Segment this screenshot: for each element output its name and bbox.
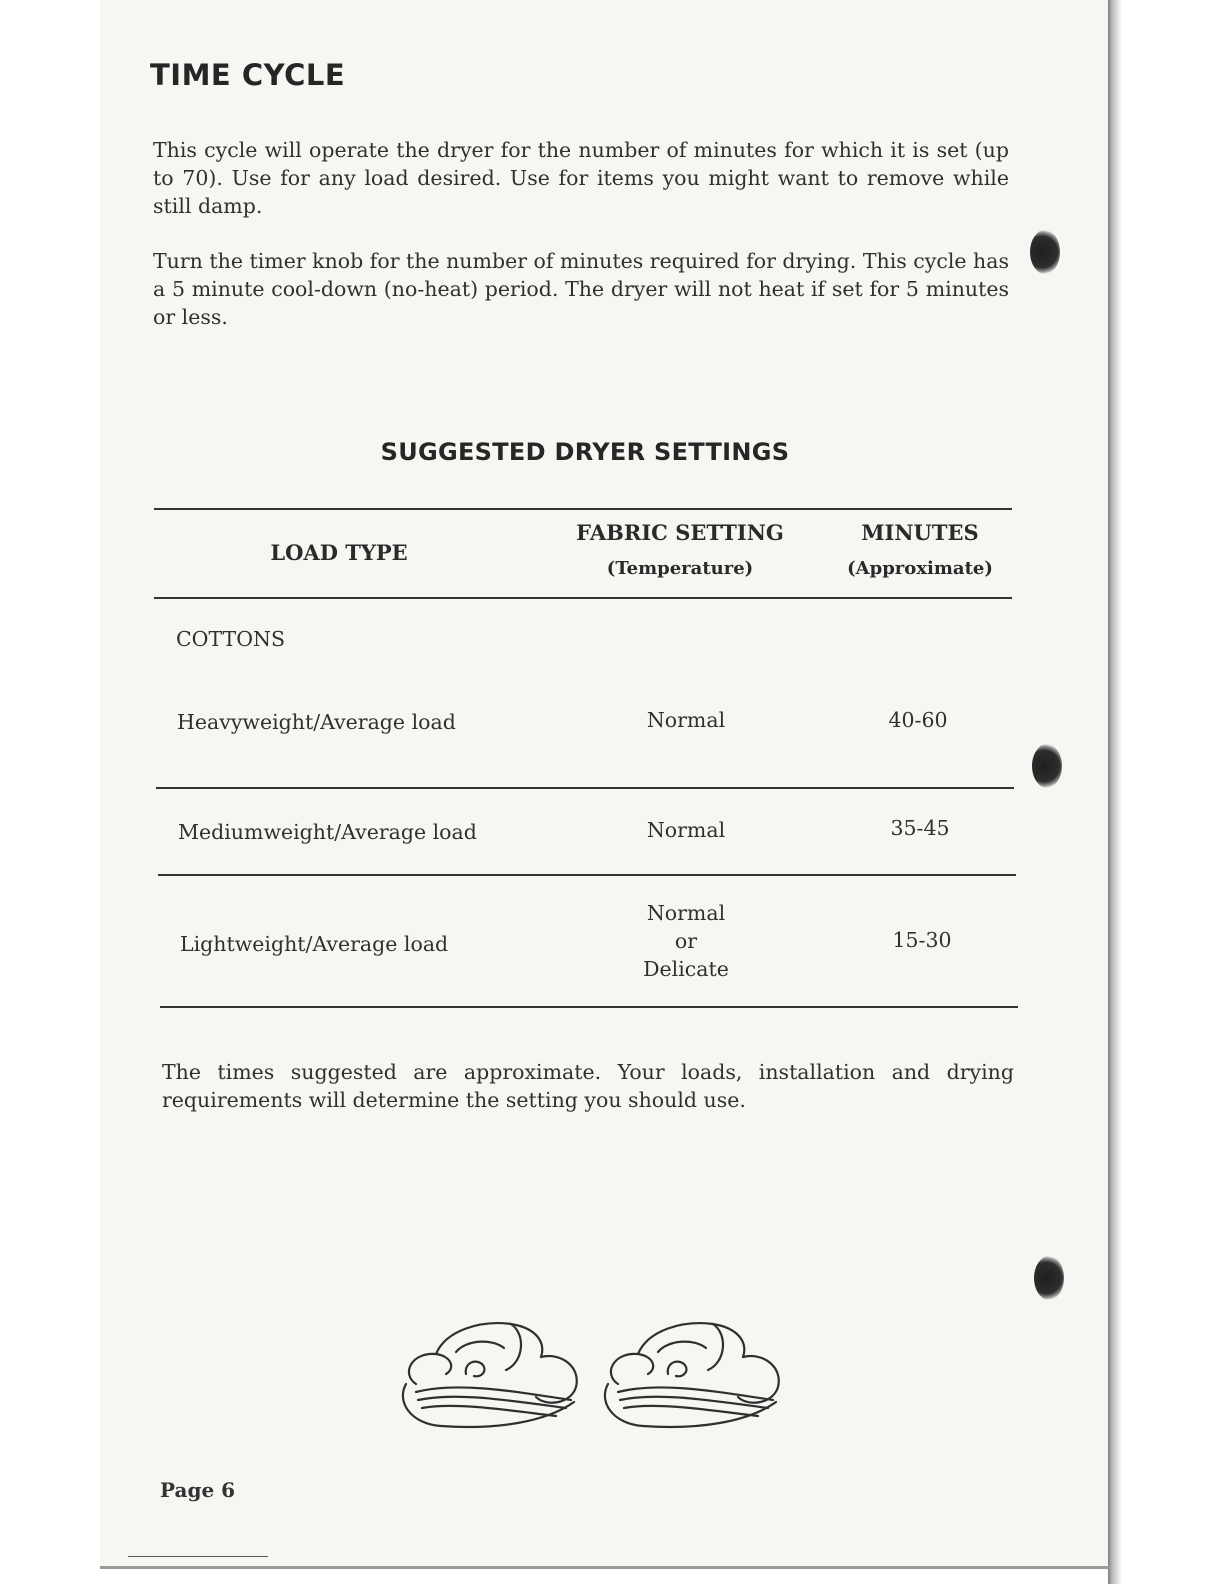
table-rule-header	[154, 597, 1012, 599]
header-fabric-subtitle: (Temperature)	[606, 558, 754, 579]
footer-rule	[128, 1556, 268, 1557]
table-rule-row1	[156, 787, 1014, 789]
row2-minutes: 35-45	[890, 816, 950, 840]
header-load-type: LOAD TYPE	[270, 540, 408, 565]
paragraph-instructions: Turn the timer knob for the number of minutes required for drying. This cycle has a 5 minute cool-down (no-heat) period. The dryer will not heat if set for 5 minutes or less.	[153, 249, 1009, 329]
row3-minutes: 15-30	[892, 928, 952, 952]
row2-load-type: Mediumweight/Average load	[178, 820, 477, 844]
row3-load-type: Lightweight/Average load	[180, 932, 449, 956]
page-edge-shadow	[1108, 0, 1224, 1584]
table-rule-bottom	[160, 1006, 1018, 1008]
group-label-cottons: COTTONS	[176, 627, 286, 651]
section-title: TIME CYCLE	[150, 58, 346, 92]
page-number: Page 6	[160, 1478, 236, 1502]
row3-fabric-line2: or	[674, 929, 698, 953]
binder-hole-icon	[1032, 744, 1062, 788]
row2-fabric-setting: Normal	[646, 818, 726, 842]
binder-hole-icon	[1034, 1256, 1064, 1300]
table-rule-top	[154, 508, 1012, 510]
row1-load-type: Heavyweight/Average load	[177, 710, 456, 734]
header-fabric-setting: FABRIC SETTING	[576, 520, 784, 545]
row1-minutes: 40-60	[888, 708, 948, 732]
binder-hole-icon	[1030, 230, 1060, 274]
row3-fabric-line3: Delicate	[643, 957, 729, 981]
row3-fabric-line1: Normal	[646, 901, 726, 925]
scroll-ornament-icon	[396, 1312, 796, 1442]
paragraph-note: The times suggested are approximate. Your loads, installation and drying requirements will determine the setting you should use.	[162, 1060, 1014, 1112]
paragraph-intro: This cycle will operate the dryer for the number of minutes for which it is set (up to 70). Use for any load desired. Use for items you might want to remove while still damp.	[153, 138, 1009, 218]
table-rule-row2	[158, 874, 1016, 876]
row1-fabric-setting: Normal	[646, 708, 726, 732]
header-minutes-subtitle: (Approximate)	[847, 558, 993, 579]
page-bottom-edge	[100, 1566, 1110, 1569]
table-heading: SUGGESTED DRYER SETTINGS	[380, 438, 790, 466]
header-minutes: MINUTES	[861, 520, 979, 545]
